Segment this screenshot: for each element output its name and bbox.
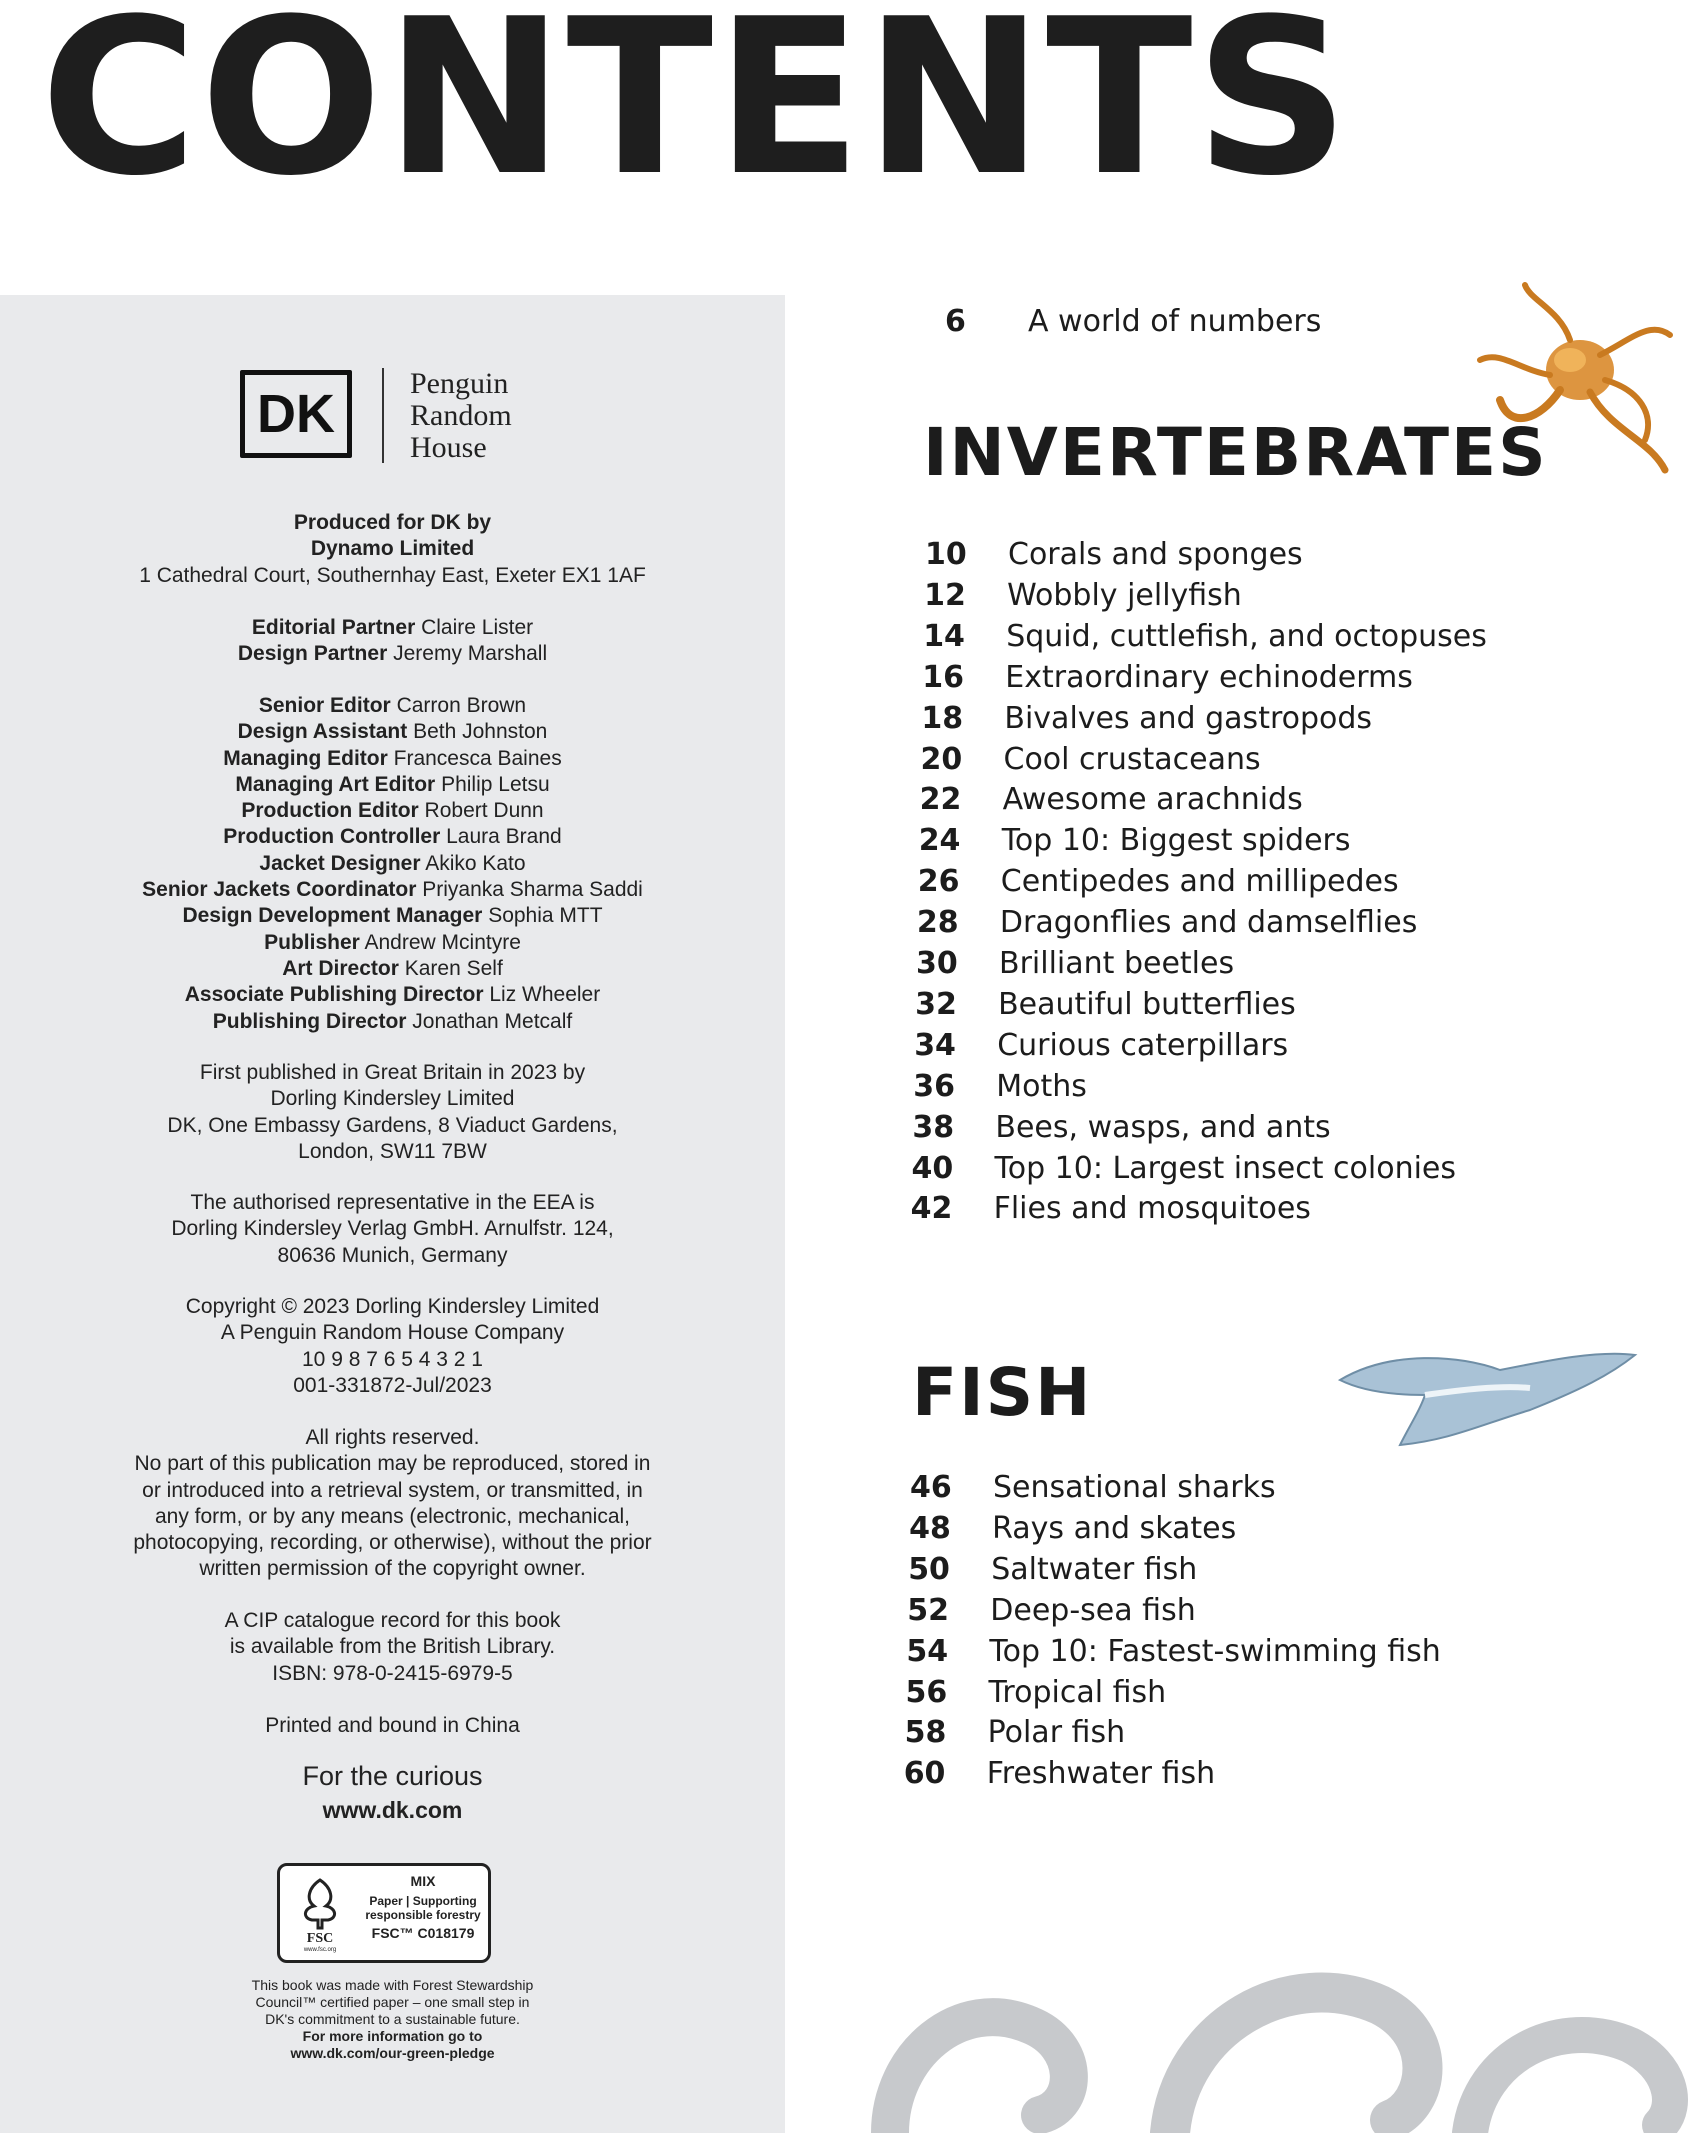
toc-entry-intro[interactable] <box>945 302 1321 342</box>
toc-entry-title: Brilliant beetles <box>999 946 1235 981</box>
toc-entry[interactable] <box>919 821 1351 861</box>
toc-entry-title: Extraordinary echinoderms <box>1005 659 1413 695</box>
logo-divider <box>382 368 384 463</box>
credit-row: Design Assistant Beth Johnston <box>237 720 548 744</box>
credit-row: Publisher Andrew Mcintyre <box>264 930 521 954</box>
toc-entry[interactable] <box>912 1108 1330 1148</box>
toc-entry-title: Squid, cuttlefish, and octopuses <box>1006 618 1487 654</box>
toc-page-number: 50 <box>908 1551 950 1587</box>
toc-entry-title: Rays and skates <box>992 1510 1237 1546</box>
toc-entry[interactable] <box>915 985 1296 1025</box>
toc-page-number: 16 <box>922 659 965 695</box>
credit-row: Design Development Manager Sophia MTT <box>182 904 603 928</box>
fsc-tree-icon <box>290 1874 350 1954</box>
credit-row: Production Controller Laura Brand <box>223 825 562 849</box>
credits-list <box>0 693 785 1035</box>
toc-entry-title: Top 10: Largest insect colonies <box>994 1150 1457 1186</box>
toc-entry[interactable] <box>908 1550 1197 1590</box>
toc-page-number: 40 <box>911 1150 954 1186</box>
toc-entry[interactable] <box>910 1468 1276 1508</box>
toc-entry-title: Saltwater fish <box>991 1551 1198 1587</box>
svg-text:FSC: FSC <box>306 1931 334 1946</box>
fsc-label: FSC www.fsc.org MIX Paper | Supporting responsible forestry FSC™ C018179 <box>277 1863 491 1963</box>
credit-row: Art Director Karen Self <box>282 956 503 980</box>
toc-entry[interactable] <box>922 658 1413 698</box>
toc-entry-title: Corals and sponges <box>1008 537 1303 572</box>
toc-entry-title: Moths <box>996 1068 1087 1104</box>
penguin-random-house-wordmark: Penguin Random House <box>410 367 512 464</box>
toc-page-number: 56 <box>905 1674 948 1710</box>
credit-row: Design Partner Jeremy Marshall <box>237 642 548 666</box>
toc-page-number: 60 <box>903 1756 946 1792</box>
toc-entry-title: Polar fish <box>987 1715 1126 1751</box>
toc-entry[interactable] <box>906 1673 1167 1713</box>
toc-page-number: 28 <box>916 905 959 941</box>
credit-row: Jacket Designer Akiko Kato <box>259 851 526 875</box>
website-link[interactable]: www.dk.com <box>322 1797 463 1823</box>
toc-page-number: 36 <box>913 1068 956 1104</box>
toc-entry-title: Deep-sea fish <box>990 1592 1196 1628</box>
toc-page-number: 38 <box>912 1109 955 1145</box>
toc-page-number: 48 <box>909 1510 951 1546</box>
toc-page-number: 10 <box>925 537 967 572</box>
credit-row: Publishing Director Jonathan Metcalf <box>212 1009 573 1033</box>
toc-entry-title: Sensational sharks <box>993 1470 1276 1505</box>
toc-entry[interactable] <box>920 780 1303 820</box>
toc-entry-title: Flies and mosquitoes <box>993 1191 1311 1227</box>
toc-entry[interactable] <box>923 617 1487 657</box>
toc-page-number: 32 <box>915 986 957 1022</box>
toc-page-number: 30 <box>916 946 958 981</box>
toc-page-number: 58 <box>904 1715 947 1751</box>
publisher-logo <box>240 368 580 463</box>
produced-by: Produced for DK by Dynamo Limited 1 Cathedral Court, Southernhay East, Exeter EX1 1AF <box>0 510 785 589</box>
toc-entry[interactable] <box>905 1713 1126 1753</box>
imprint-panel <box>0 295 785 2133</box>
page-title: CONTENTS <box>40 0 1352 223</box>
toc-entry-title: Top 10: Fastest-swimming fish <box>989 1633 1441 1669</box>
toc-entry[interactable] <box>914 1026 1288 1066</box>
green-pledge-note: This book was made with Forest Stewardship Council™ certified paper – one small step in DK's commitment to a sustainable future. For more information go to www.dk.com/our-green-pledge <box>251 1977 534 2061</box>
toc-entry-title: Freshwater fish <box>986 1756 1216 1792</box>
toc-entry[interactable] <box>909 1509 1236 1549</box>
toc-entry-title: Tropical fish <box>988 1674 1167 1710</box>
toc-page-number: 26 <box>917 864 960 900</box>
toc-entry-title: Dragonflies and damselflies <box>999 905 1418 941</box>
credit-row: Senior Editor Carron Brown <box>258 694 527 717</box>
toc-entry-title: Cool crustaceans <box>1003 741 1261 777</box>
toc-entry[interactable] <box>907 1591 1195 1631</box>
first-published: First published in Great Britain in 2023 by Dorling Kindersley Limited DK, One Embassy Gardens, 8 Viaduct Gardens, London, SW11 7BW <box>167 1061 618 1163</box>
toc-entry-title: Awesome arachnids <box>1002 782 1303 818</box>
toc-entry-title: Beautiful butterflies <box>998 986 1296 1022</box>
toc-page-number: 18 <box>921 700 964 736</box>
toc-entry-title: Bees, wasps, and ants <box>995 1109 1331 1145</box>
toc-entry[interactable] <box>906 1632 1440 1672</box>
toc-entry[interactable] <box>925 535 1303 575</box>
toc-entry[interactable] <box>904 1754 1215 1794</box>
toc-entry[interactable] <box>924 576 1242 616</box>
producer-address: 1 Cathedral Court, Southernhay East, Exeter EX1 1AF <box>139 563 646 587</box>
toc-page-number: 46 <box>910 1470 952 1505</box>
toc-page-number: 24 <box>918 823 961 859</box>
toc-entry[interactable] <box>921 699 1372 739</box>
toc-entry-title: Bivalves and gastropods <box>1004 700 1373 736</box>
toc-page-number: 22 <box>919 782 962 818</box>
toc-entry-title: A world of numbers <box>1028 304 1322 339</box>
cip-record: A CIP catalogue record for this book is available from the British Library. ISBN: 978-0-2415-6979-5 <box>0 1608 785 1687</box>
section-heading: FISH <box>912 1354 1093 1431</box>
copyright-block: Copyright © 2023 Dorling Kindersley Limited A Penguin Random House Company 10 9 8 7 6 5 4 3 2 1 001-331872-Jul/2023 <box>185 1295 600 1397</box>
toc-entry-title: Centipedes and millipedes <box>1000 864 1399 900</box>
tagline: For the curious <box>302 1761 483 1791</box>
credit-row: Editorial Partner Claire Lister <box>251 616 534 639</box>
credit-row: Production Editor Robert Dunn <box>241 799 544 823</box>
toc-page-number: 6 <box>945 304 966 339</box>
isbn: ISBN: 978-0-2415-6979-5 <box>272 1661 513 1685</box>
toc-entry-title: Curious caterpillars <box>997 1027 1289 1063</box>
credit-row: Senior Jackets Coordinator Priyanka Sharma Saddi <box>142 878 643 902</box>
toc-page-number: 12 <box>924 577 966 613</box>
toc-entry[interactable] <box>917 903 1417 943</box>
manta-ray-illustration <box>1330 1330 1645 1450</box>
dk-logo: DK <box>240 370 352 458</box>
toc-page-number: 54 <box>906 1633 949 1669</box>
toc-entry[interactable] <box>918 862 1399 902</box>
toc-entry[interactable] <box>916 944 1234 984</box>
toc-page-number: 20 <box>920 741 963 777</box>
toc-entry-title: Top 10: Biggest spiders <box>1001 823 1351 859</box>
toc-entry[interactable] <box>921 740 1261 780</box>
credit-row: Managing Editor Francesca Baines <box>223 746 562 770</box>
rights-notice: All rights reserved. No part of this publication may be reproduced, stored in or introduced into a retrieval system, or transmitted, in any form, or by any means (electronic, mechanical, photocopying, recording, or otherwise), without the prior written permission of the copyright owner. <box>133 1426 652 1581</box>
svg-text:www.fsc.org: www.fsc.org <box>303 1947 337 1953</box>
credit-row: Managing Art Editor Philip Letsu <box>235 772 550 796</box>
toc-entry-title: Wobbly jellyfish <box>1007 577 1242 613</box>
toc-page-number: 34 <box>914 1027 956 1063</box>
section-heading: INVERTEBRATES <box>923 414 1548 491</box>
toc-entry[interactable] <box>913 1067 1087 1107</box>
toc-page-number: 14 <box>923 618 965 654</box>
credit-row: Associate Publishing Director Liz Wheeler <box>184 983 601 1007</box>
printed-in: Printed and bound in China <box>265 1714 520 1737</box>
toc-page-number: 42 <box>910 1191 953 1227</box>
toc-entry[interactable] <box>911 1189 1311 1229</box>
partners-list <box>0 615 785 668</box>
toc-entry[interactable] <box>912 1149 1457 1189</box>
toc-page-number: 52 <box>907 1592 950 1628</box>
eea-representative: The authorised representative in the EEA is Dorling Kindersley Verlag GmbH. Arnulfstr. 124, 80636 Munich, Germany <box>171 1191 614 1267</box>
tentacle-illustration <box>870 1905 1696 2133</box>
